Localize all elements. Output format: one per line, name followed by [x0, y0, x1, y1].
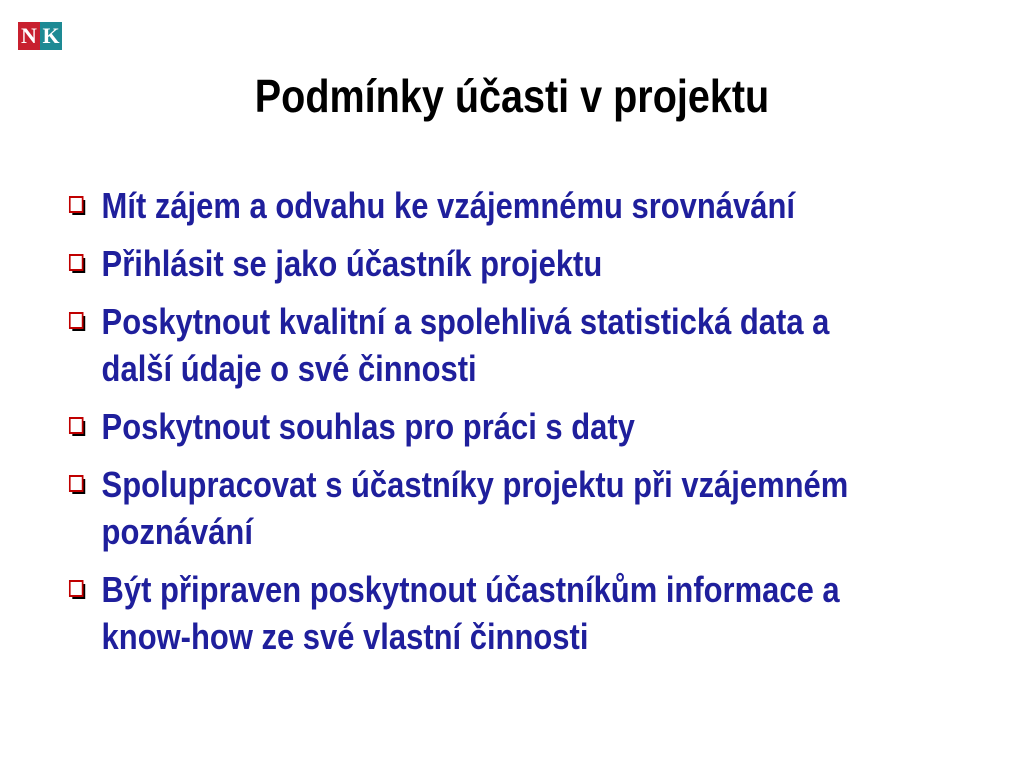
list-item — [62, 298, 905, 392]
list-item — [62, 182, 905, 229]
nk-logo — [18, 22, 62, 50]
checkbox-bullet-icon — [69, 475, 86, 495]
list-item-text: Přihlásit se jako účastník projektu — [101, 243, 603, 284]
checkbox-bullet-icon — [69, 417, 86, 437]
list-item — [62, 403, 905, 450]
logo-left-letter: N — [18, 22, 40, 50]
list-item-text: Spolupracovat s účastníky projektu při vzájemném poznávání — [101, 464, 849, 552]
checkbox-bullet-icon — [69, 312, 86, 332]
list-item — [62, 240, 905, 287]
slide-title: Podmínky účasti v projektu — [254, 70, 770, 122]
list-item-text: Být připraven poskytnout účastníkům informace a know-how ze své vlastní činnosti — [101, 569, 840, 657]
list-item-text: Poskytnout souhlas pro práci s daty — [101, 406, 635, 447]
conditions-list — [62, 182, 905, 671]
list-item — [62, 566, 905, 660]
list-item — [62, 461, 905, 555]
list-item-text: Poskytnout kvalitní a spolehlivá statistická data a další údaje o své činnosti — [101, 301, 830, 389]
checkbox-bullet-icon — [69, 196, 86, 216]
checkbox-bullet-icon — [69, 580, 86, 600]
logo-right-letter: K — [40, 22, 62, 50]
list-item-text: Mít zájem a odvahu ke vzájemnému srovnávání — [101, 185, 795, 226]
checkbox-bullet-icon — [69, 254, 86, 274]
